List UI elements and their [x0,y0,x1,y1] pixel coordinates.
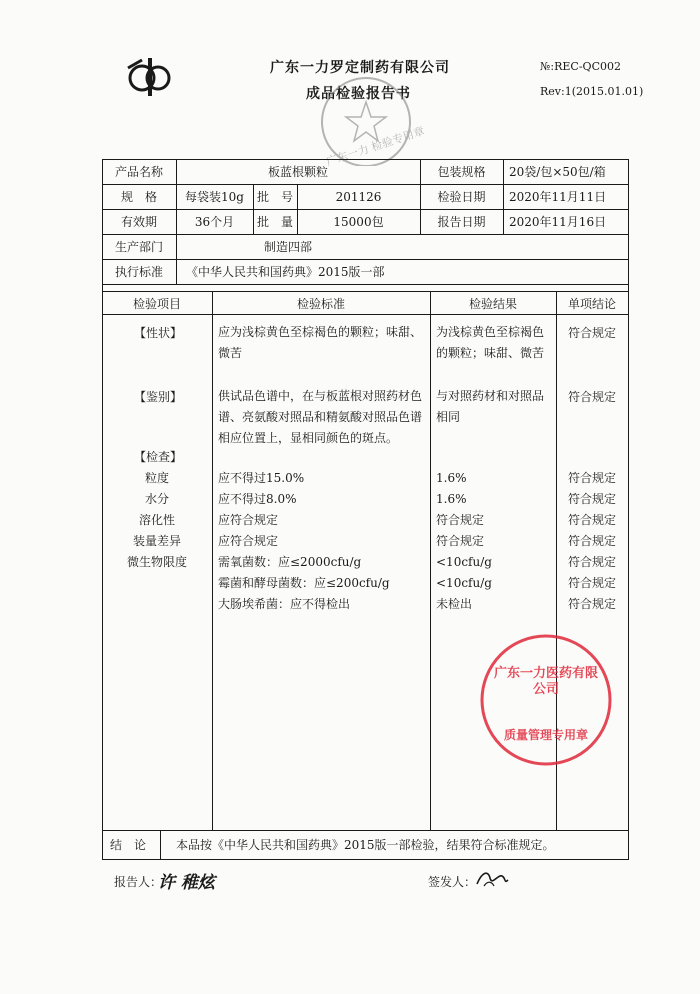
standard-label: 执行标准 [114,265,163,279]
dept-value: 制造四部 [264,240,313,254]
check-conclusion: 符合规定 [568,576,617,590]
inspect-date-label: 检验日期 [437,190,486,204]
check-result: 1.6% [436,492,467,506]
quantity-label: 批 量 [256,215,293,229]
col-header-item: 检验项目 [132,297,181,311]
inspection-stamp [300,62,432,169]
batch-no-label: 批 号 [256,190,293,204]
check-result: 符合规定 [436,513,485,527]
standard-value: 《中华人民共和国药典》2015版一部 [186,265,385,279]
reporter-label: 报告人： [114,875,163,889]
check-conclusion: 符合规定 [568,471,617,485]
conclusion-text: 本品按《中华人民共和国药典》2015版一部检验，结果符合标准规定。 [176,838,555,852]
xingzhuang-conclusion: 符合规定 [568,326,617,340]
quality-stamp-top-text: 广东一力医药有限公司 [493,666,598,697]
quantity-value: 15000包 [333,215,384,229]
check-standard: 霉菌和酵母菌数：应≤200cfu/g [218,576,390,590]
check-standard: 应符合规定 [218,534,279,548]
package-value: 20袋/包×50包/箱 [509,165,606,179]
report-date-value: 2020年11月16日 [509,215,607,229]
check-conclusion: 符合规定 [568,534,617,548]
issuer-label: 签发人： [428,875,477,889]
xingzhuang-standard: 应为浅棕黄色至棕褐色的颗粒；味甜、微苦 [218,325,423,360]
check-conclusion: 符合规定 [568,597,617,611]
check-result: 符合规定 [436,534,485,548]
xingzhuang-result: 为浅棕黄色至棕褐色的颗粒；味甜、微苦 [436,325,545,360]
check-standard: 应不得过8.0% [218,492,297,506]
check-item: 装量差异 [132,534,181,548]
jianbie-conclusion: 符合规定 [568,390,617,404]
check-result: 未检出 [436,597,473,611]
section-jianbie: 【鉴别】 [134,390,183,404]
check-item: 微生物限度 [126,555,187,569]
validity-value: 36个月 [194,215,235,229]
check-item: 水分 [144,492,169,506]
section-xingzhuang: 【性状】 [134,326,183,340]
inspection-stamp-text: 广东一力 检验专用章 [324,124,427,169]
col-header-standard: 检验标准 [296,297,345,311]
product-name-value: 板蓝根颗粒 [267,165,328,179]
jianbie-standard: 供试品色谱中，在与板蓝根对照药材色谱、亮氨酸对照品和精氨酸对照品色谱相应位置上，显相同颜色的斑点。 [218,389,423,445]
report-title: 成品检验报告书 [306,86,411,102]
batch-no-value: 201126 [335,190,382,204]
col-header-result: 检验结果 [468,297,517,311]
check-result: <10cfu/g [436,576,492,590]
check-result: 1.6% [436,471,467,485]
check-conclusion: 符合规定 [568,492,617,506]
issuer-signature [474,866,510,890]
package-label: 包装规格 [437,165,486,179]
inspect-date-value: 2020年11月11日 [509,190,607,204]
check-standard: 大肠埃希菌：应不得检出 [218,597,351,611]
check-standard: 需氧菌数：应≤2000cfu/g [218,555,362,569]
section-jiancha: 【检查】 [134,450,183,464]
reporter-signature: 许 稚炫 [158,873,215,893]
check-item: 溶化性 [138,513,175,527]
col-header-conclusion: 单项结论 [567,297,616,311]
spec-label: 规 格 [120,190,157,204]
check-standard: 应不得过15.0% [218,471,305,485]
dept-label: 生产部门 [114,240,163,254]
company-name: 广东一力罗定制药有限公司 [270,60,450,76]
document-number: №:REC-QC002 [540,60,621,73]
check-item: 粒度 [144,471,169,485]
spec-value: 每袋装10g [185,190,244,204]
check-conclusion: 符合规定 [568,513,617,527]
product-name-label: 产品名称 [114,165,163,179]
report-date-label: 报告日期 [437,215,486,229]
quality-stamp [476,630,616,770]
jianbie-result: 与对照药材和对照品相同 [436,389,545,424]
check-result: <10cfu/g [436,555,492,569]
revision-number: Rev:1(2015.01.01) [540,85,644,98]
check-conclusion: 符合规定 [568,555,617,569]
conclusion-label: 结 论 [110,838,147,852]
validity-label: 有效期 [120,215,157,229]
check-standard: 应符合规定 [218,513,279,527]
company-logo [122,56,176,98]
quality-stamp-bottom-text: 质量管理专用章 [503,728,588,742]
